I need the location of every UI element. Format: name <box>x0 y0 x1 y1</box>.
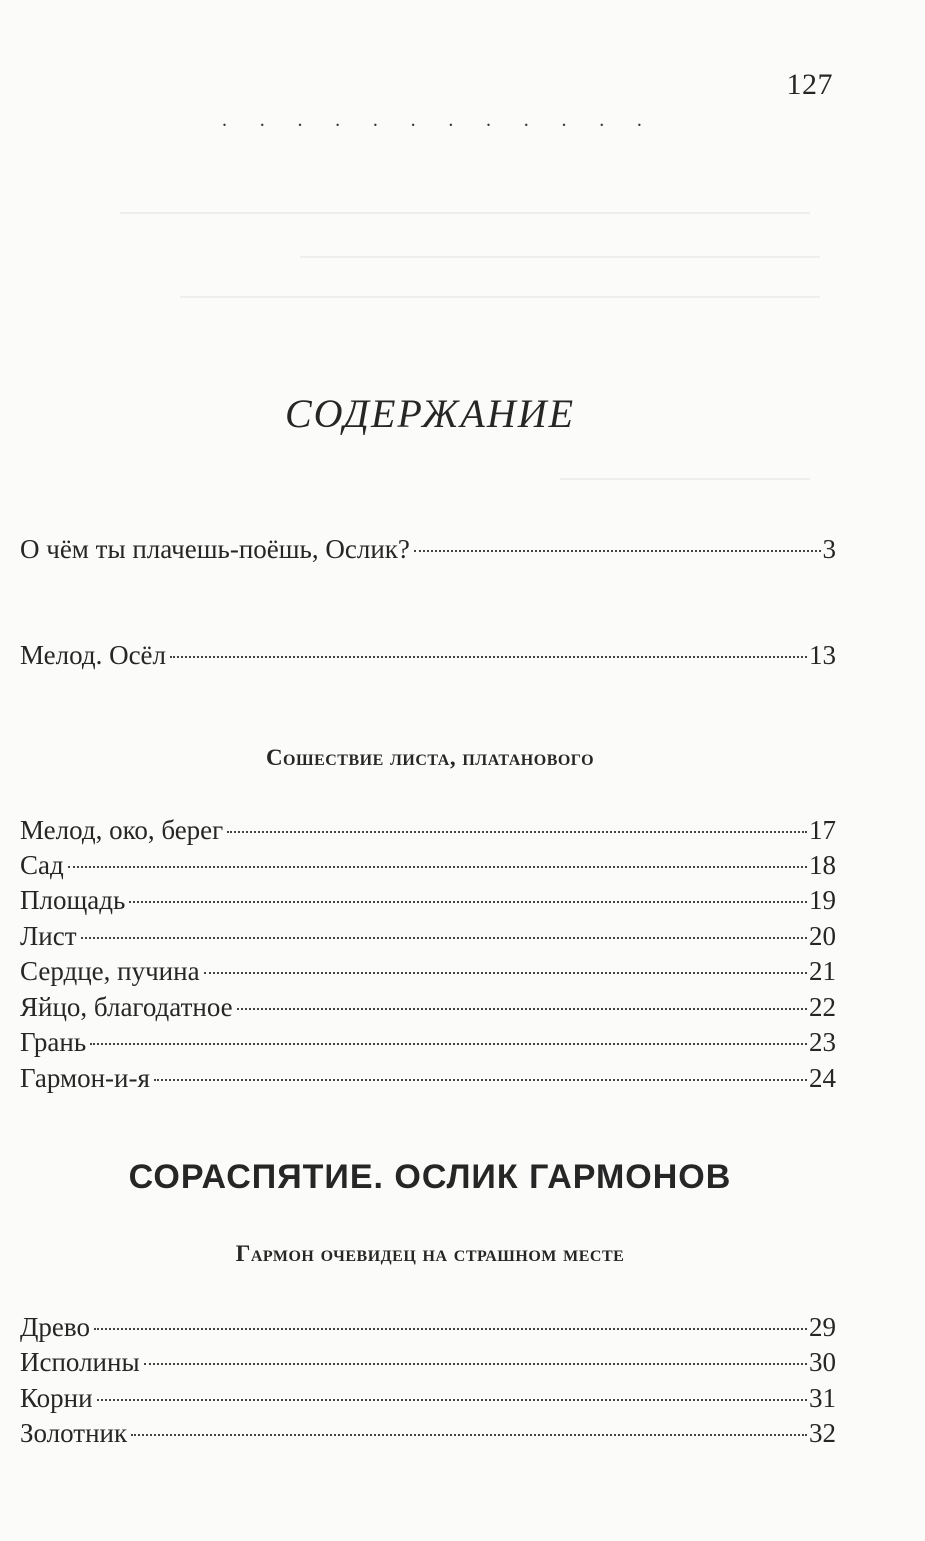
toc-entry[interactable] <box>20 1380 836 1416</box>
toc-entry-title: Грань <box>20 1027 87 1057</box>
toc-entry-title: Корни <box>20 1383 93 1413</box>
toc-entry-page: 17 <box>809 815 836 845</box>
toc-entry[interactable] <box>20 637 836 673</box>
dot-leader <box>90 1043 807 1045</box>
toc-entry-page: 23 <box>809 1027 836 1057</box>
toc-entry-title: Мелод. Осёл <box>20 640 167 670</box>
ornament-dot: . <box>372 109 378 131</box>
dot-leader <box>81 937 807 939</box>
show-through-line <box>300 256 820 258</box>
dot-leader <box>97 1399 807 1401</box>
toc-title: СОДЕРЖАНИЕ <box>284 391 576 436</box>
ornament-dot: . <box>523 109 529 131</box>
toc-entry-title: Яйцо, благодатное <box>20 992 233 1022</box>
part-title: СОРАСПЯТИЕ. ОСЛИК ГАРМОНОВ <box>128 1158 732 1196</box>
toc-entry[interactable] <box>20 882 836 918</box>
toc-entry-title: Исполины <box>20 1347 140 1377</box>
page-number: 127 <box>786 68 833 101</box>
dot-leader <box>68 866 807 868</box>
toc-entry[interactable] <box>20 918 836 954</box>
toc-entry-page: 3 <box>822 534 836 564</box>
toc-entry-page: 20 <box>809 921 836 951</box>
toc-entry[interactable] <box>20 1344 836 1380</box>
toc-entry[interactable] <box>20 531 836 567</box>
ornament-dot: . <box>410 109 416 131</box>
toc-entry-title: Мелод, око, берег <box>20 815 224 845</box>
toc-entry[interactable] <box>20 1415 836 1451</box>
dot-leader <box>414 550 821 552</box>
ornament-dot: . <box>448 109 454 131</box>
ornament-dot: . <box>486 109 492 131</box>
toc-entry-title: О чём ты плачешь-поёшь, Ослик? <box>20 534 410 564</box>
toc-entry[interactable] <box>20 1024 836 1060</box>
ornament-dot: . <box>636 109 642 131</box>
ornament-dot: . <box>599 109 605 131</box>
toc-entry[interactable] <box>20 1309 836 1345</box>
dot-leader <box>94 1328 807 1330</box>
ornament-dot: . <box>335 109 341 131</box>
toc-entry-page: 19 <box>809 885 836 915</box>
toc-entry-title: Гармон-и-я <box>20 1063 150 1093</box>
toc-entry-title: Золотник <box>20 1418 128 1448</box>
ornament-dot: . <box>561 109 567 131</box>
toc-entry[interactable] <box>20 812 836 848</box>
dot-leader <box>129 901 807 903</box>
toc-entry-page: 13 <box>809 640 836 670</box>
toc-entry-title: Сердце, пучина <box>20 956 200 986</box>
dot-leader <box>154 1079 807 1081</box>
toc-entry-title: Древо <box>20 1312 90 1342</box>
dot-leader <box>204 972 807 974</box>
show-through-line <box>180 296 820 298</box>
dot-leader <box>227 831 807 833</box>
show-through-line <box>560 478 810 480</box>
toc-entry-page: 29 <box>809 1312 836 1342</box>
toc-entry-page: 32 <box>809 1418 836 1448</box>
toc-entry[interactable] <box>20 989 836 1025</box>
toc-entry-title: Площадь <box>20 885 126 915</box>
show-through-line <box>120 212 810 214</box>
toc-entry[interactable] <box>20 1060 836 1096</box>
dot-leader <box>131 1434 807 1436</box>
dot-leader <box>237 1008 807 1010</box>
toc-entry-page: 18 <box>809 850 836 880</box>
ornament-dot: . <box>222 109 227 131</box>
toc-entry-page: 24 <box>809 1063 836 1093</box>
toc-entry-page: 22 <box>809 992 836 1022</box>
toc-entry-title: Сад <box>20 850 64 880</box>
dot-leader <box>144 1363 807 1365</box>
toc-entry-title: Лист <box>20 921 77 951</box>
ornament-dot: . <box>259 109 265 131</box>
dot-leader <box>170 656 807 658</box>
toc-entry-page: 31 <box>809 1383 836 1413</box>
toc-entry[interactable] <box>20 953 836 989</box>
section-heading: Гармон очевидец на страшном месте <box>235 1241 625 1266</box>
decorative-dot-rule <box>222 109 642 131</box>
toc-entry-page: 30 <box>809 1347 836 1377</box>
ornament-dot: . <box>297 109 303 131</box>
section-heading: Сошествие листа, платанового <box>265 745 595 770</box>
toc-entry-page: 21 <box>809 956 836 986</box>
toc-entry[interactable] <box>20 847 836 883</box>
